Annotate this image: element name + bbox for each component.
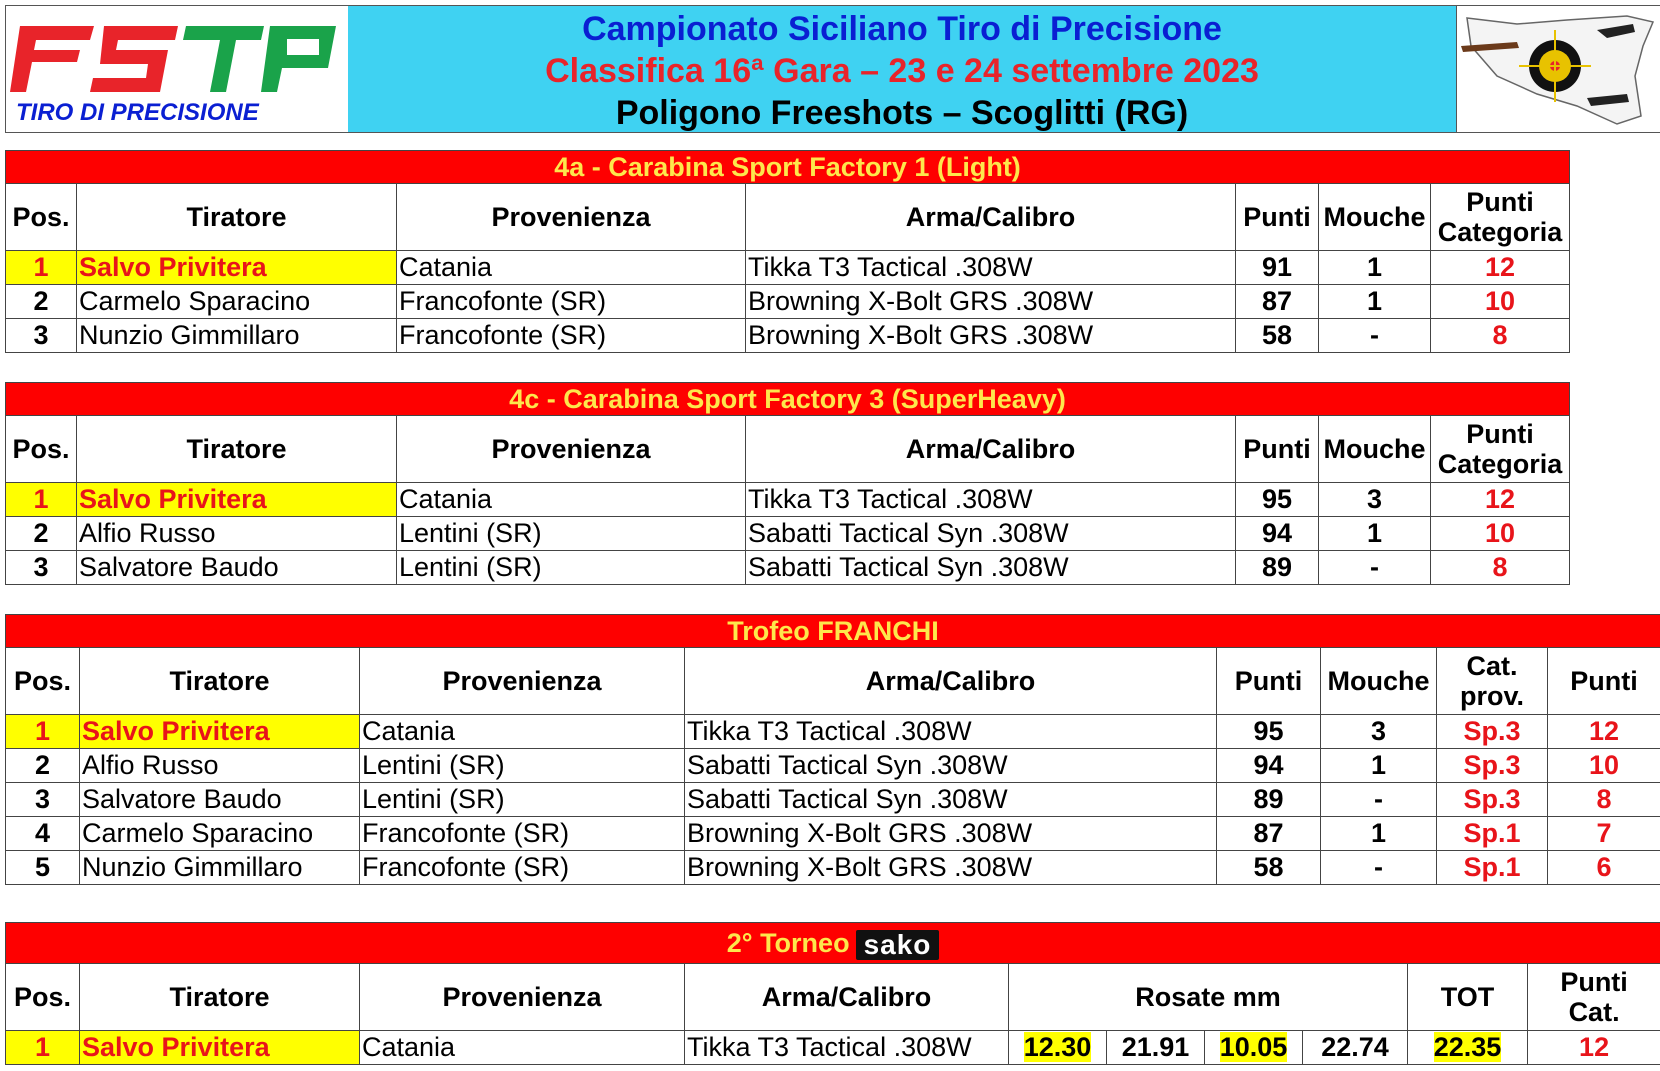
cell-name: Salvo Privitera [77,251,397,285]
table-title [6,923,1660,964]
cell-cat-points: 8 [1431,551,1570,585]
cell-weapon: Tikka T3 Tactical .308W [685,1031,1009,1065]
header-titles [348,6,1456,132]
cell-points: 8 [1548,783,1660,817]
cell-name: Carmelo Sparacino [80,817,360,851]
cell-points: 6 [1548,851,1660,885]
cell-mouche: 3 [1319,483,1431,517]
col-punti: Punti [1236,416,1319,483]
cell-score: 89 [1217,783,1321,817]
cell-name: Alfio Russo [80,749,360,783]
cell-cat-points: 12 [1431,251,1570,285]
col-arma: Arma/Calibro [685,964,1009,1031]
cell-weapon: Browning X-Bolt GRS .308W [685,851,1217,885]
cell-weapon: Browning X-Bolt GRS .308W [746,285,1236,319]
cell-mouche: - [1321,783,1437,817]
cell-pos: 1 [6,483,77,517]
col-arma: Arma/Calibro [746,184,1236,251]
cell-origin: Catania [360,1031,685,1065]
cell-origin: Catania [397,483,746,517]
ranking-title: Classifica 16ª Gara – 23 e 24 settembre 2023 [545,52,1259,90]
sicily-map-graphic [1457,6,1660,132]
col-tiratore: Tiratore [80,964,360,1031]
cell-score: 95 [1236,483,1319,517]
cell-weapon: Sabatti Tactical Syn .308W [685,783,1217,817]
cell-weapon: Tikka T3 Tactical .308W [685,715,1217,749]
cell-tot: 22.35 [1408,1031,1528,1065]
cell-score: 87 [1236,285,1319,319]
cell-cat-points: 12 [1431,483,1570,517]
col-provenienza: Provenienza [360,964,685,1031]
cell-cat-prov: Sp.3 [1437,715,1548,749]
cell-weapon: Browning X-Bolt GRS .308W [685,817,1217,851]
cell-origin: Lentini (SR) [397,517,746,551]
cell-origin: Francofonte (SR) [360,851,685,885]
fstp-logo-graphic [6,6,348,132]
cell-cat-points: 12 [1528,1031,1660,1065]
cell-name: Nunzio Gimmillaro [77,319,397,353]
cell-points: 7 [1548,817,1660,851]
cell-mouche: 1 [1319,251,1431,285]
col-punti: Punti [1217,648,1321,715]
cell-name: Carmelo Sparacino [77,285,397,319]
cell-score: 58 [1217,851,1321,885]
page-header [5,5,1660,133]
table-row [6,483,1570,517]
table-row [6,783,1660,817]
cell-score: 94 [1236,517,1319,551]
cell-name: Salvo Privitera [77,483,397,517]
cell-score: 89 [1236,551,1319,585]
cell-points: 12 [1548,715,1660,749]
col-tiratore: Tiratore [77,184,397,251]
cell-pos: 3 [6,783,80,817]
fstp-logo [6,6,349,132]
col-provenienza: Provenienza [360,648,685,715]
cell-mouche: 1 [1319,517,1431,551]
col-mouche: Mouche [1319,416,1431,483]
table-title: Trofeo FRANCHI [6,615,1660,648]
col-cat-prov: Cat. prov. [1437,648,1548,715]
table-row [6,749,1660,783]
col-punti-categoria: Punti Categoria [1431,416,1570,483]
cell-points: 10 [1548,749,1660,783]
torneo-title: 2° Torneo [726,928,850,958]
col-pos: Pos. [6,648,80,715]
cell-origin: Catania [360,715,685,749]
col-arma: Arma/Calibro [685,648,1217,715]
table-row [6,817,1660,851]
table-row [6,1031,1660,1065]
cell-pos: 2 [6,517,77,551]
cell-pos: 2 [6,285,77,319]
sako-logo: sako [856,930,940,960]
table-trofeo-franchi [5,614,1660,885]
cell-name: Nunzio Gimmillaro [80,851,360,885]
cell-name: Salvo Privitera [80,1031,360,1065]
cell-rosata-1: 12.30 [1009,1031,1107,1065]
cell-origin: Lentini (SR) [360,783,685,817]
cell-origin: Lentini (SR) [360,749,685,783]
cell-name: Alfio Russo [77,517,397,551]
cell-weapon: Tikka T3 Tactical .308W [746,483,1236,517]
cell-score: 87 [1217,817,1321,851]
table-row [6,517,1570,551]
cell-rosata-3: 10.05 [1205,1031,1303,1065]
table-4c [5,382,1570,585]
cell-mouche: 3 [1321,715,1437,749]
col-punti-final: Punti [1548,648,1660,715]
table-row [6,715,1660,749]
table-row [6,551,1570,585]
col-tiratore: Tiratore [77,416,397,483]
championship-title: Campionato Siciliano Tiro di Precisione [582,10,1222,48]
cell-pos: 4 [6,817,80,851]
cell-score: 94 [1217,749,1321,783]
col-tiratore: Tiratore [80,648,360,715]
cell-name: Salvatore Baudo [77,551,397,585]
table-row [6,319,1570,353]
col-pos: Pos. [6,184,77,251]
table-title: 4c - Carabina Sport Factory 3 (SuperHeavy) [6,383,1570,416]
col-tot: TOT [1408,964,1528,1031]
cell-pos: 3 [6,319,77,353]
cell-cat-prov: Sp.3 [1437,783,1548,817]
table-row [6,851,1660,885]
cell-origin: Lentini (SR) [397,551,746,585]
cell-weapon: Sabatti Tactical Syn .308W [685,749,1217,783]
col-provenienza: Provenienza [397,416,746,483]
table-row [6,251,1570,285]
cell-weapon: Browning X-Bolt GRS .308W [746,319,1236,353]
cell-mouche: - [1319,319,1431,353]
cell-mouche: 1 [1321,749,1437,783]
col-punti-cat: Punti Cat. [1528,964,1660,1031]
cell-cat-prov: Sp.1 [1437,817,1548,851]
col-pos: Pos. [6,964,80,1031]
col-mouche: Mouche [1319,184,1431,251]
logo-subtitle: TIRO DI PRECISIONE [16,99,259,126]
cell-pos: 3 [6,551,77,585]
cell-pos: 1 [6,715,80,749]
cell-weapon: Tikka T3 Tactical .308W [746,251,1236,285]
cell-name: Salvatore Baudo [80,783,360,817]
col-punti: Punti [1236,184,1319,251]
cell-score: 58 [1236,319,1319,353]
col-arma: Arma/Calibro [746,416,1236,483]
cell-rosata-4: 22.74 [1303,1031,1408,1065]
col-rosate: Rosate mm [1009,964,1408,1031]
venue-title: Poligono Freeshots – Scoglitti (RG) [615,94,1189,132]
cell-mouche: 1 [1319,285,1431,319]
cell-pos: 2 [6,749,80,783]
cell-origin: Francofonte (SR) [360,817,685,851]
cell-rosata-2: 21.91 [1107,1031,1205,1065]
col-pos: Pos. [6,416,77,483]
table-4a [5,150,1570,353]
cell-origin: Catania [397,251,746,285]
cell-score: 91 [1236,251,1319,285]
cell-mouche: - [1319,551,1431,585]
table-title: 4a - Carabina Sport Factory 1 (Light) [6,151,1570,184]
table-torneo-sako [5,922,1660,1065]
col-provenienza: Provenienza [397,184,746,251]
cell-cat-points: 10 [1431,517,1570,551]
cell-name: Salvo Privitera [80,715,360,749]
cell-cat-prov: Sp.1 [1437,851,1548,885]
cell-pos: 1 [6,1031,80,1065]
cell-weapon: Sabatti Tactical Syn .308W [746,517,1236,551]
cell-cat-points: 10 [1431,285,1570,319]
col-mouche: Mouche [1321,648,1437,715]
cell-mouche: - [1321,851,1437,885]
cell-cat-points: 8 [1431,319,1570,353]
col-punti-categoria: Punti Categoria [1431,184,1570,251]
cell-pos: 5 [6,851,80,885]
table-row [6,285,1570,319]
sicily-map-logo [1456,6,1660,132]
cell-weapon: Sabatti Tactical Syn .308W [746,551,1236,585]
cell-mouche: 1 [1321,817,1437,851]
cell-pos: 1 [6,251,77,285]
cell-score: 95 [1217,715,1321,749]
cell-origin: Francofonte (SR) [397,285,746,319]
cell-origin: Francofonte (SR) [397,319,746,353]
cell-cat-prov: Sp.3 [1437,749,1548,783]
